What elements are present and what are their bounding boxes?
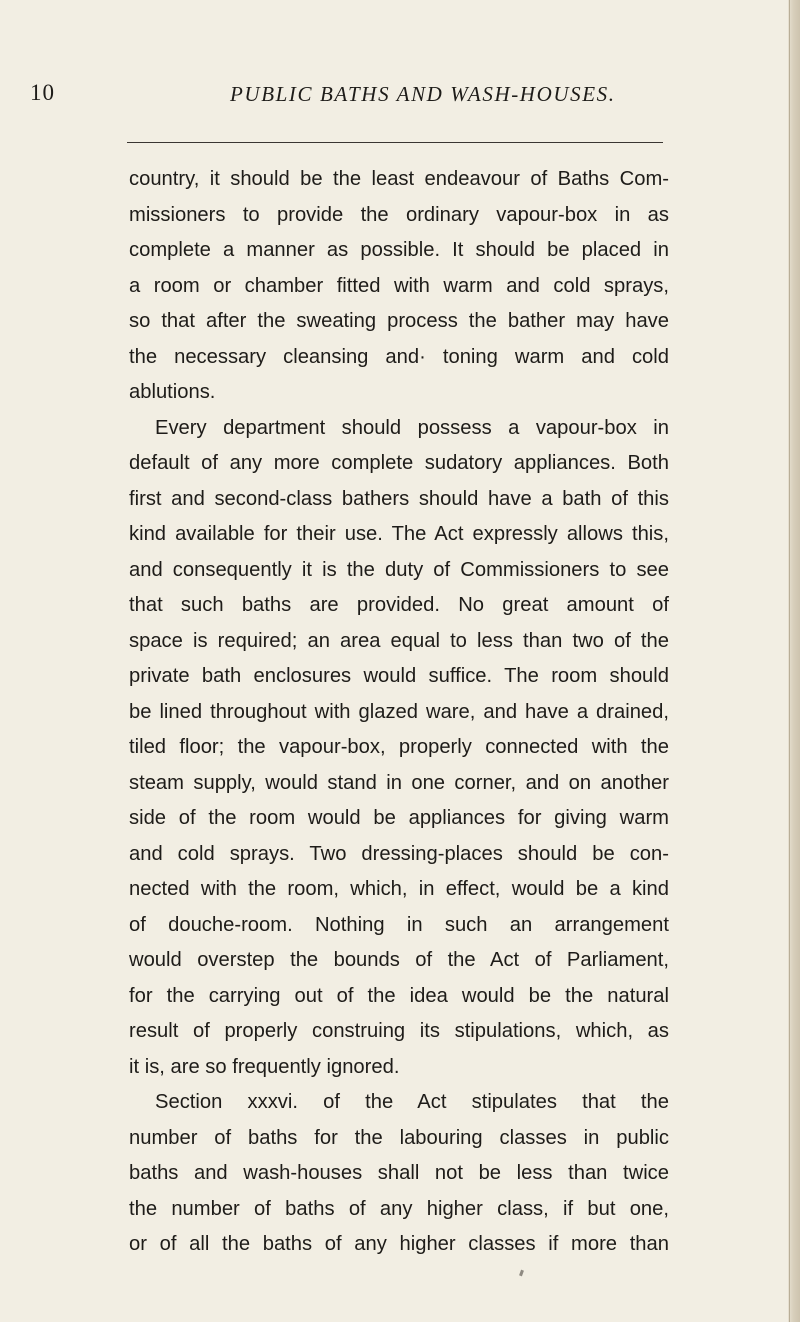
text-line: nected with the room, which, in effect, would be a kind [129, 878, 669, 900]
text-line: or of all the baths of any higher classes if more than [129, 1233, 669, 1255]
text-line: for the carrying out of the idea would be the natural [129, 984, 669, 1007]
text-line: and cold sprays. Two dressing-places should be con- [129, 842, 669, 865]
text-line: it is, are so frequently ignored. [129, 1055, 400, 1078]
text-line: side of the room would be appliances for giving warm [129, 807, 669, 829]
running-head: PUBLIC BATHS AND WASH-HOUSES. [230, 82, 616, 106]
text-line: that such baths are provided. No great amount of [129, 594, 669, 616]
text-line: be lined throughout with glazed ware, and have a drained, [129, 700, 669, 723]
text-line: would overstep the bounds of the Act of Parliament, [129, 949, 669, 971]
text-line: space is required; an area equal to less than two of the [129, 629, 669, 652]
text-line: the number of baths of any higher class, if but one, [129, 1197, 669, 1220]
text-line: ablutions. [129, 381, 216, 403]
paper-speck [519, 1270, 524, 1277]
text-line: private bath enclosures would suffice. The room should [129, 665, 669, 687]
text-line: tiled floor; the vapour-box, properly connected with the [129, 736, 669, 758]
text-line: missioners to provide the ordinary vapour-box in as [129, 203, 669, 226]
page-header [30, 80, 630, 120]
text-line: first and second-class bathers should have a bath of this [129, 487, 669, 510]
text-line: number of baths for the labouring classes in public [129, 1126, 669, 1149]
text-line: and consequently it is the duty of Commissioners to see [129, 558, 669, 581]
text-line: complete a manner as possible. It should be placed in [129, 239, 669, 261]
text-line: country, it should be the least endeavour of Baths Com- [129, 168, 669, 190]
header-rule [127, 142, 663, 143]
text-line: default of any more complete sudatory appliances. Both [129, 452, 669, 474]
text-line: baths and wash-houses shall not be less than twice [129, 1162, 669, 1184]
text-line: of douche-room. Nothing in such an arrangement [129, 913, 669, 936]
page-binding-line [789, 0, 790, 1322]
text-line: steam supply, would stand in one corner, and on another [129, 771, 669, 794]
text-line: kind available for their use. The Act expressly allows this, [129, 523, 669, 545]
text-line: Section xxxvi. of the Act stipulates that the [155, 1091, 669, 1113]
text-line: a room or chamber fitted with warm and cold sprays, [129, 274, 669, 297]
text-line: so that after the sweating process the bather may have [129, 310, 669, 332]
text-line: the necessary cleansing and· toning warm and cold [129, 345, 669, 368]
body-text [129, 162, 669, 1263]
page-number: 10 [30, 80, 55, 105]
text-line: result of properly construing its stipulations, which, as [129, 1020, 669, 1042]
text-line: Every department should possess a vapour-box in [155, 416, 669, 439]
